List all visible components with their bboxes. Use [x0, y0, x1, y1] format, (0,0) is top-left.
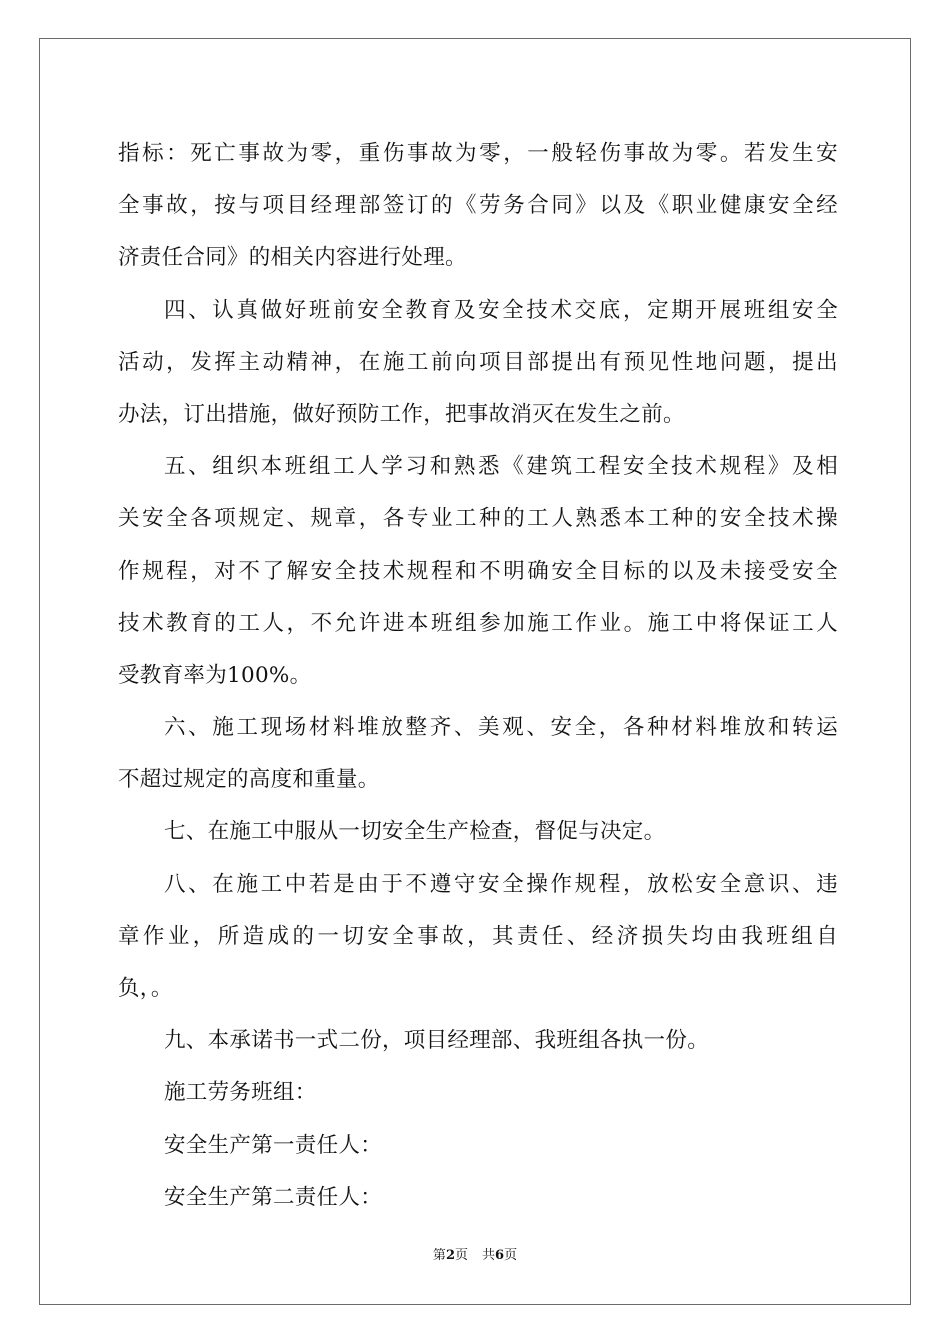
- total-pages: 6: [495, 1248, 505, 1263]
- paragraph-8-start: 八、在施工中若是由于不遵守安全操作规程，放松安全意识、违: [164, 871, 838, 897]
- text-line: 不超过规定的高度和重量。: [118, 767, 380, 793]
- signature-second-responsible-label: 安全生产第二责任人：: [164, 1184, 383, 1210]
- signature-first-responsible-label: 安全生产第一责任人：: [164, 1132, 383, 1158]
- text-line: 活动，发挥主动精神，在施工前向项目部提出有预见性地问题，提出: [118, 349, 838, 375]
- text-line: 章作业，所造成的一切安全事故，其责任、经济损失均由我班组自: [118, 923, 838, 949]
- paragraph-9: 九、本承诺书一式二份，项目经理部、我班组各执一份。: [164, 1028, 710, 1054]
- total-suffix: 页: [504, 1248, 518, 1263]
- paragraph-5-start: 五、组织本班组工人学习和熟悉《建筑工程安全技术规程》及相: [164, 454, 838, 480]
- page-number: 2: [445, 1248, 455, 1263]
- document-body: [118, 128, 838, 1224]
- paragraph-6-start: 六、施工现场材料堆放整齐、美观、安全，各种材料堆放和转运: [164, 715, 838, 741]
- text-line: 办法，订出措施，做好预防工作，把事故消灭在发生之前。: [118, 401, 685, 427]
- text-line: 负，。: [118, 976, 173, 1001]
- paragraph-4-start: 四、认真做好班前安全教育及安全技术交底，定期开展班组安全: [164, 297, 838, 323]
- text-line: 指标：死亡事故为零，重伤事故为零，一般轻伤事故为零。若发生安: [118, 141, 838, 166]
- signature-team-label: 施工劳务班组：: [164, 1080, 317, 1106]
- paragraph-7: 七、在施工中服从一切安全生产检查，督促与决定。: [164, 819, 666, 845]
- page-prefix: 第: [432, 1248, 446, 1263]
- text-line: 全事故，按与项目经理部签订的《劳务合同》以及《职业健康安全经: [118, 193, 838, 219]
- text-line: 技术教育的工人，不允许进本班组参加施工作业。施工中将保证工人: [118, 610, 838, 636]
- text-line: 济责任合同》的相关内容进行处理。: [118, 245, 467, 271]
- total-prefix: 共: [482, 1248, 496, 1263]
- page-suffix: 页: [454, 1248, 468, 1263]
- text-line: 受教育率为100%。: [118, 662, 312, 688]
- page-footer: [0, 1248, 950, 1264]
- text-line: 作规程，对不了解安全技术规程和不明确安全目标的以及未接受安全: [118, 558, 838, 584]
- text-line: 关安全各项规定、规章，各专业工种的工人熟悉本工种的安全技术操: [118, 506, 838, 532]
